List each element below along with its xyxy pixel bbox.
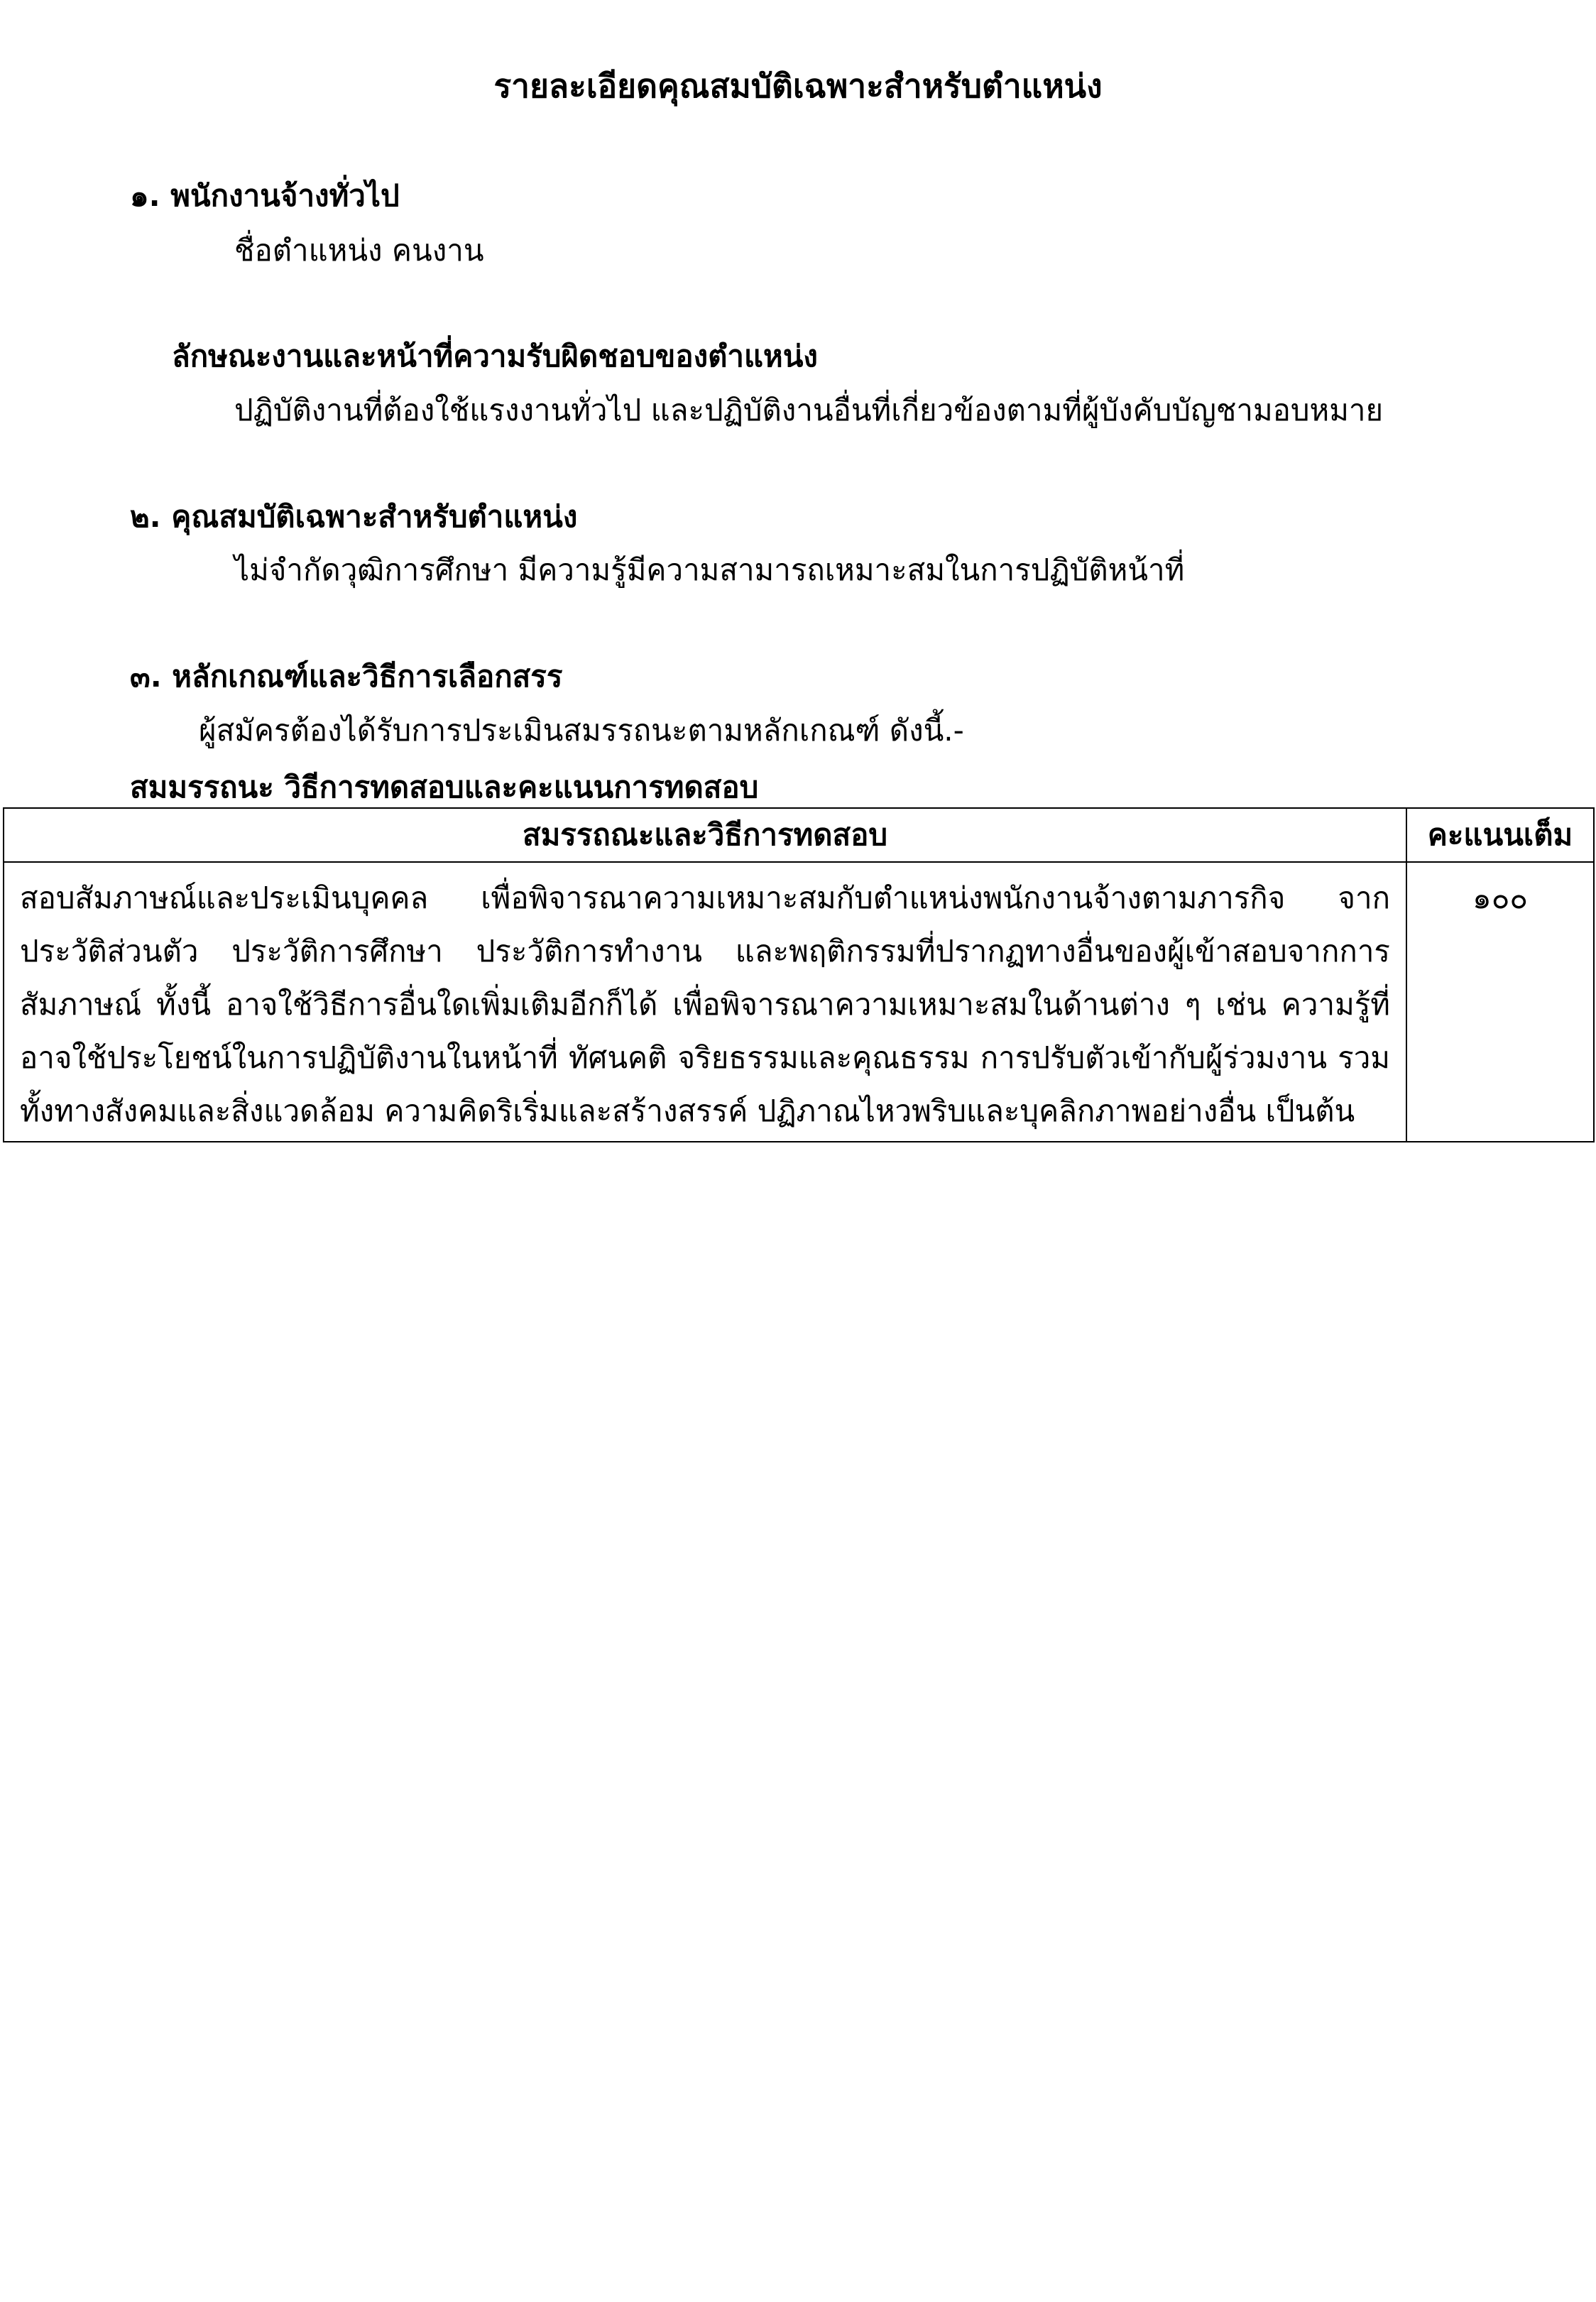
competency-table: [3, 807, 1595, 1142]
section1-heading: ๑. พนักงานจ้างทั่วไป: [130, 178, 400, 213]
table-row: [4, 862, 1594, 1142]
table-header-row: [4, 808, 1594, 862]
duty-heading: ลักษณะงานและหน้าที่ความรับผิดชอบของตำแหน่ง: [172, 339, 818, 373]
document-title: รายละเอียดคุณสมบัติเฉพาะสำหรับตำแหน่ง: [493, 67, 1103, 105]
table-header-score: คะแนนเต็ม: [1406, 808, 1594, 862]
table-header-method: สมรรถณะและวิธีการทดสอบ: [4, 808, 1406, 862]
section2-heading: ๒. คุณสมบัติเฉพาะสำหรับตำแหน่ง: [130, 499, 578, 534]
position-name: ชื่อตำแหน่ง คนงาน: [234, 233, 484, 268]
selection-criteria-text: ผู้สมัครต้องได้รับการประเมินสมรรถนะตามหลักเกณฑ์ ดังนี้.-: [199, 713, 964, 748]
qualification-text: ไม่จำกัดวุฒิการศึกษา มีความรู้มีความสามารถเหมาะสมในการปฏิบัติหน้าที่: [234, 552, 1185, 587]
competency-subheading: สมมรรถนะ วิธีการทดสอบและคะแนนการทดสอบ: [130, 770, 759, 804]
section3-heading: ๓. หลักเกณฑ์และวิธีการเลือกสรร: [130, 659, 563, 694]
duty-text: ปฏิบัติงานที่ต้องใช้แรงงานทั่วไป และปฏิบัติงานอื่นที่เกี่ยวข้องตามที่ผู้บังคับบัญชามอบหมาย: [234, 393, 1384, 427]
table-cell-score: ๑๐๐: [1406, 862, 1594, 1142]
table-cell-description: สอบสัมภาษณ์และประเมินบุคคล เพื่อพิจารณาความเหมาะสมกับตำแหน่งพนักงานจ้างตามภารกิจ จากประวัติส่วนตัว ประวัติการศึกษา ประวัติการทำงาน และพฤติกรรมที่ปรากฏทางอื่นของผู้เข้าสอบจากการสัมภาษณ์ ทั้งนี้ อาจใช้วิธีการอื่นใดเพิ่มเติมอีกก็ได้ เพื่อพิจารณาความเหมาะสมในด้านต่าง ๆ เช่น ความรู้ที่อาจใช้ประโยชน์ในการปฏิบัติงานในหน้าที่ ทัศนคติ จริยธรรมและคุณธรรม การปรับตัวเข้ากับผู้ร่วมงาน รวมทั้งทางสังคมและสิ่งแวดล้อม ความคิดริเริ่มและสร้างสรรค์ ปฏิภาณไหวพริบและบุคลิกภาพอย่างอื่น เป็นต้น: [4, 862, 1406, 1142]
